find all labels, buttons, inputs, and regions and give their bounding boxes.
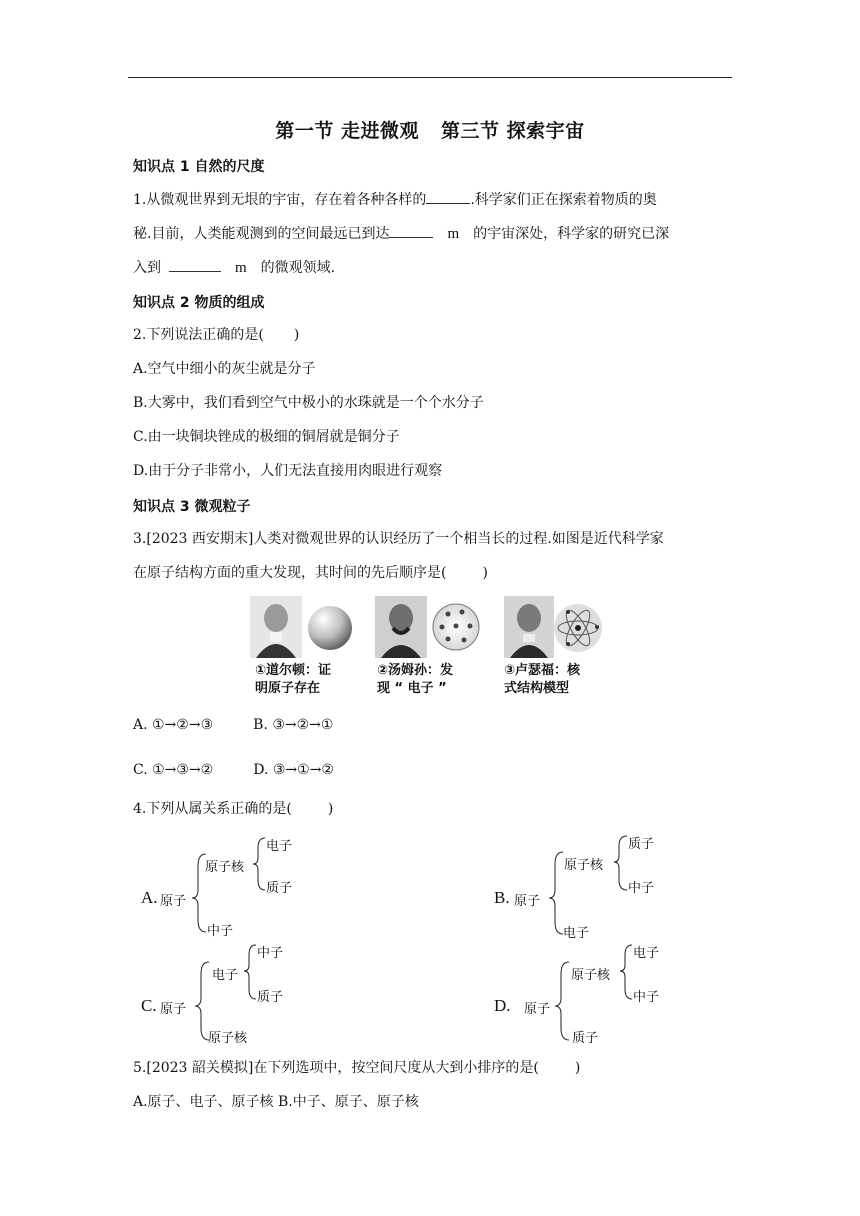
q2-option-b: B.大雾中，我们看到空气中极小的水珠就是一个个水分子 xyxy=(133,395,484,411)
q5-stem: 5.[2023 韶关模拟]在下列选项中，按空间尺度从大到小排序的是( ) xyxy=(133,1060,581,1076)
heading-k3: 知识点 3 微观粒子 xyxy=(133,499,251,515)
q3-options-cd xyxy=(133,761,334,779)
heading-k2: 知识点 2 物质的组成 xyxy=(133,295,265,311)
thomson-portrait xyxy=(375,596,427,658)
caption-thomson: ②汤姆孙：发 现 “ 电子 ” xyxy=(377,663,454,696)
scientist-images xyxy=(250,594,605,660)
caption-dalton: ①道尔顿：证 明原子存在 xyxy=(255,663,332,696)
q1-line2: 秘.目前，人类能观测到的空间最远已到达 m 的宇宙深处，科学家的研究已深 xyxy=(133,226,670,242)
nuclear-model xyxy=(554,604,602,652)
q3-option-d: D. ③→①→② xyxy=(253,762,334,778)
q3-line2: 在原子结构方面的重大发现，其时间的先后顺序是( ) xyxy=(133,565,488,581)
q3-option-a: A. ①→②→③ xyxy=(133,717,214,733)
q1-line1: 1.从微观世界到无垠的宇宙，存在着各种各样的 .科学家们正在探索着物质的奥 xyxy=(133,192,657,208)
blank-3[interactable] xyxy=(169,258,221,272)
q2-option-c: C.由一块铜块锉成的极细的铜屑就是铜分子 xyxy=(133,429,400,445)
title-part-1: 第一节 走进微观 xyxy=(275,120,419,142)
q2-stem: 2.下列说法正确的是( ) xyxy=(133,327,300,343)
q3-option-b: B. ③→②→① xyxy=(253,717,334,733)
q2-option-a: A.空气中细小的灰尘就是分子 xyxy=(133,361,316,377)
q3-options-ab xyxy=(133,716,333,734)
top-rule xyxy=(128,77,732,78)
q5-options: A.原子、电子、原子核 B.中子、原子、原子核 xyxy=(133,1094,419,1110)
title-part-2: 第三节 探索宇宙 xyxy=(441,120,585,142)
blank-2[interactable] xyxy=(389,224,433,238)
dalton-portrait xyxy=(250,596,302,658)
brace-d xyxy=(0,0,1,1)
q2-option-d: D.由于分子非常小，人们无法直接用肉眼进行观察 xyxy=(133,463,443,479)
solid-sphere-model xyxy=(308,606,352,650)
rutherford-portrait xyxy=(504,596,554,658)
heading-k1: 知识点 1 自然的尺度 xyxy=(133,159,265,175)
q3-option-c: C. ①→③→② xyxy=(133,762,214,778)
q3-line1: 3.[2023 西安期末]人类对微观世界的认识经历了一个相当长的过程.如图是近代科学家 xyxy=(133,531,664,547)
blank-1[interactable] xyxy=(426,190,470,204)
plum-pudding-model xyxy=(433,604,479,650)
q4-stem: 4.下列从属关系正确的是( ) xyxy=(133,801,334,817)
q1-line3: 入到 m 的微观领域. xyxy=(133,260,336,276)
caption-rutherford: ③卢瑟福：核 式结构模型 xyxy=(504,663,581,696)
page-title xyxy=(0,116,860,143)
